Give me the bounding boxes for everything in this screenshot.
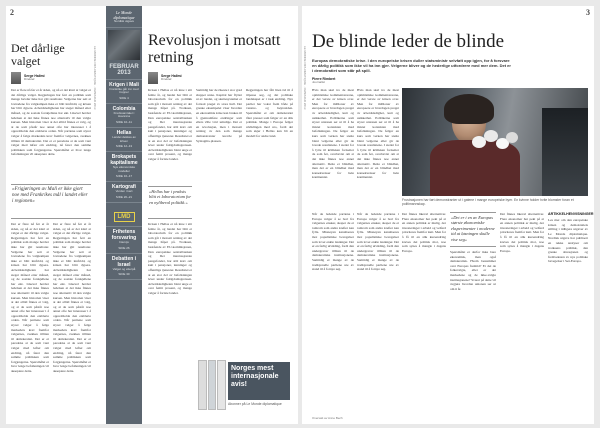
ad-paper-3	[217, 360, 226, 410]
right-page	[302, 6, 594, 424]
article-author-role: Direktør	[161, 77, 172, 82]
right-standfirst: Europas demokratiske krise. I den europeiske krisen duller statsministr selvfølt opp igjen, for å forsvare en dårlig politikk som ikke vil ha inn gjer. Velgerne bliver og de hederlige utfordrere med mer dem. Det er i demokratiet som står på spill.	[312, 58, 511, 73]
photo-flowers	[472, 128, 528, 158]
sidebar-heading: ARTIKKELHENVISNINGER	[548, 212, 594, 216]
article-pullquote: «Hellas har i praksis blitt et laboratorium for en nyliberal politikk.»	[149, 189, 192, 205]
article-author-photo	[148, 72, 158, 84]
sidebar-item[interactable]	[106, 104, 142, 128]
lmd-badge: LMD	[114, 212, 135, 222]
article-pullquote-rule-bottom	[148, 218, 192, 219]
article-pullquote-rule-top	[148, 186, 192, 187]
sidebar-item-list	[106, 80, 142, 203]
right-lower-col4: Det finnes likevel alternativer. Flere økonomer har pekt på at en annen politikk er mulig, der investeringer i arbeid og velferd prioriteres fremfor kutt. Men for å få til en slik kursendring kreves det politisk mot, noe som synes å mangle i dagens Europa.	[500, 212, 544, 253]
pullquote-rule-bottom	[11, 218, 91, 219]
article-author: Serge Halimi	[161, 74, 182, 79]
sidebar-item-text: Intervju	[119, 239, 129, 244]
right-lower-col3: Spørsmålet er derfor ikke bare økonomisk, men også demokratisk. Hvem bestemmer over Europas fremtid? Er det de folkevalgte, eller er det markedene og de ikke-valgte institusjonene? Svaret på dette vil avgjøre hvordan unionen ser ut om ti år.	[450, 250, 496, 291]
sidebar-item-title: Frihetens forsvaring	[111, 228, 137, 241]
sidebar-item-text: Valget og etterpå	[112, 266, 136, 271]
right-pullquote: «Det er i en av Europas største økonomiske eksperimenter i moderne tid at løsningen skulle vise seg»	[451, 215, 495, 242]
right-author: Pierre Rimbert	[312, 77, 336, 81]
right-lower-col1b: Når de ledende partiene i Europa velger å se bort fra velgernes ønsker, skaper de et tomrom som andre krefter kan fylle. Misnøyen kanaliseres mot populistiske bevegelser som lover enkle løsninger. Det er en farlig utvikling, fordi den undergraver tilliten til de demokratiske institusjonene. Samtidig er mange av de tradisjonelle partiene ute av stand til å fornye seg.	[357, 212, 399, 272]
article-byline	[148, 72, 182, 84]
editorial-author: Serge Halimi	[24, 74, 45, 79]
sidebar-item-text: Frankrike går inn med tropper	[109, 86, 139, 95]
right-lower-col2: Det finnes likevel alternativer. Flere økonomer har pekt på at en annen politikk er mulig, der investeringer i arbeid og velferd prioriteres fremfor kutt. Men for å få til en slik kursendring kreves det politisk mot, noe som synes å mangle i dagens Europa.	[402, 212, 446, 253]
running-head-left: LE MONDE DIPLOMATIQUE · FEBRUAR 2013	[93, 46, 97, 110]
right-byline	[312, 77, 335, 85]
sidebar-item-pages: SIDE 26	[118, 245, 130, 250]
sidebar-item-pages: SIDE 30	[118, 272, 130, 277]
sidebar-item-title: Krigen i Mali	[109, 81, 139, 88]
right-author-role: Journalist	[312, 80, 325, 84]
pullquote-rule-top	[11, 184, 91, 185]
sidebar-item-title: Hellas	[116, 129, 132, 136]
right-headline: De blinde leder de blinde	[312, 31, 505, 52]
sidebar-item-text: Landet dekkes av krisen	[112, 134, 136, 143]
contents-sidebar	[106, 6, 142, 424]
sidebar-text: Les mer om den europeiske krisen og demokratiets stilling i tidligere utgaver av Le Monde diplomatique. Nordisk utgave har publisert en rekke analyser om troikaens politikk, den greske situasjonen og fremveksten av nye politiske bevegelser i Sør-Europa.	[548, 218, 588, 264]
page-number-right: 3	[586, 8, 590, 17]
sidebar-item-title: Brokapets kapitalisme	[110, 154, 138, 167]
editorial-body-col2: Det er flere nå før et år siden, og nå er det klart at valget er det dårlige valget. Regjeringen har ført en politikk som mange hevder ikke har gitt resultater. Velgerne har sett at lovnadene fra valgkampen ikke er blitt innfridd, og krisen har blitt dypere. Arbeidsledigheten har steget måned etter måned, og de sosiale forskjellene har økt. Likevel hevder ledelsen at det ikke finnes noe alternativ til den valgte kursen. Men historien viser at det alltid finnes et valg, og at de som påstår noe annet ofte har interesser i å opprettholde den etablerte orden. Når partiene som styrer velger å følge markedets krav fremfor velgernes, svekkes tilliten til demokratiet. Det er et paradoks at de som vant valget med løfter om endring, nå fører den samme politikken som forgjengerne. Spørsmålet er hvor lenge befolkningen vil akseptere dette.	[53, 222, 91, 373]
editorial-byline	[11, 72, 45, 84]
right-pullquote-rule-bottom	[450, 246, 496, 247]
editorial-author-photo	[11, 72, 21, 84]
editorial-headline: Det dårlige valget	[11, 41, 65, 68]
sidebar-item[interactable]	[106, 152, 142, 182]
masthead-logo: Le Monde diplomatique	[113, 10, 135, 20]
sidebar-badge-block	[106, 203, 142, 227]
sidebar-item[interactable]	[106, 80, 142, 104]
sidebar-item-pages: SIDE 4	[119, 95, 129, 100]
sidebar-item-pages: SIDE 10–11	[116, 119, 132, 124]
sidebar-item-title: Kartografi	[112, 184, 136, 191]
right-body-col2-top: Hvis man skal tro de mest optimistiske kommentatorene, er det verste av krisen over. Men for millioner av europeere er hverdagen preget av arbeidsledighet, kutt og usikkerhet. Politikerne som styrer unionen ser ut til å ha mistet kontakten med befolkningen. De følger en kurs som verken har støtte blant velgerne eller gir de lovede resultatene. I stedet for å lytte til kritikken fortsetter de som før, overbevist om at det ikke finnes noe annet alternativ. Dette er blindhet, men det er en blindhet med konsekvenser for hele kontinentet.	[357, 88, 399, 180]
subscription-ad[interactable]	[196, 354, 294, 416]
right-pullquote-rule-top	[450, 212, 496, 213]
page-number-left: 2	[10, 8, 14, 17]
sidebar-item-pages: SIDE 12–13	[115, 144, 133, 149]
ad-subtext: Abonner på Le Monde diplomatique	[228, 402, 282, 406]
main-photo	[402, 88, 588, 196]
ad-headline: Norges mest internasjonale avis!	[228, 362, 290, 400]
sidebar-item-pages: SIDE 16–17	[115, 174, 133, 179]
sidebar-cover-photo	[108, 30, 140, 60]
sidebar-month-label: FEBRUAR 2013	[109, 63, 139, 76]
article-body-col2: Samtidig har de rikeste i stor grad sluppet unna. Kapital har flyttet ut av landet, og skattesystemet er fortsatt preget av store hull. Det greske eksempelet viser hvordan en økonomisk krise kan brukes til å gjennomføre endringer som ellers ville vært umulige. Det er en revolusjon, men i motsatt retning av den som mange demonstranter krevde på Syntagma-plassen.	[196, 88, 242, 143]
sidebar-item-pages: SIDE 20–21	[115, 194, 133, 199]
right-lower-col1: Når de ledende partiene i Europa velger å se bort fra velgernes ønsker, skaper de et tomrom som andre krefter kan fylle. Misnøyen kanaliseres mot populistiske bevegelser som lover enkle løsninger. Det er en farlig utvikling, fordi den undergraver tilliten til de demokratiske institusjonene. Samtidig er mange av de tradisjonelle partiene ute av stand til å fornye seg.	[312, 212, 354, 272]
sidebar-item-text: Verden i kart	[115, 189, 133, 194]
editorial-body-top: Det er flere nå før et år siden, og nå er det klart at valget er det dårlige valget. Regjeringen har ført en politikk som mange hevder ikke har gitt resultater. Velgerne har sett at lovnadene fra valgkampen ikke er blitt innfridd, og krisen har blitt dypere. Arbeidsledigheten har steget måned etter måned, og de sosiale forskjellene har økt. Likevel hevder ledelsen at det ikke finnes noe alternativ til den valgte kursen. Men historien viser at det alltid finnes et valg, og at de som påstår noe annet ofte har interesser i å opprettholde den etablerte orden. Når partiene som styrer velger å følge markedets krav fremfor velgernes, svekkes tilliten til demokratiet. Det er et paradoks at de som vant valget med løfter om endring, nå fører den samme politikken som forgjengerne. Spørsmålet er hvor lenge befolkningen vil akseptere dette.	[11, 88, 91, 157]
sidebar-item[interactable]	[106, 254, 142, 281]
sidebar-masthead	[106, 6, 142, 28]
sidebar-item[interactable]	[106, 227, 142, 254]
photo-police	[542, 108, 588, 196]
article-headline: Revolusjon i motsatt retning	[148, 32, 281, 66]
sidebar-item-text: Nye økonomiske modeller	[112, 165, 136, 173]
article-body-col1-bottom: Krisen i Hellas er nå inne i sitt femte år, og landet har blitt et laboratorium for en politikk som går i motsatt retning av det mange håpet på. Troikaen, bestående av EU-kommisjonen, Den europeiske sentralbanken og Det internasjonale pengefondet, har stilt krav om kutt i pensjoner, lønninger og offentlige tjenester. Resultatet er at en stor del av befolkningen lever under fattigdomsgrensen. Arbeidsledigheten blant unge er over femti prosent, og mange velger å forlate landet.	[148, 222, 192, 295]
sidebar-item-title: Debatten i Israel	[111, 255, 137, 268]
editorial-pullquote: «Frigjøringen av Mali er ikke gjort noe med Frankrikes mål i landet eller i regionen»	[12, 187, 88, 204]
ad-paper-1	[198, 360, 207, 410]
sidebar-item-text: Fredssamtaler i Havanna	[113, 110, 135, 119]
article-body-col1-top: Krisen i Hellas er nå inne i sitt femte år, og landet har blitt et laboratorium for en politikk som går i motsatt retning av det mange håpet på. Troikaen, bestående av EU-kommisjonen, Den europeiske sentralbanken og Det internasjonale pengefondet, har stilt krav om kutt i pensjoner, lønninger og offentlige tjenester. Resultatet er at en stor del av befolkningen lever under fattigdomsgrensen. Arbeidsledigheten blant unge er over femti prosent, og mange velger å forlate landet.	[148, 88, 192, 161]
ad-newspapers	[198, 360, 226, 410]
masthead-edition: Nordisk utgave	[113, 19, 134, 23]
photo-woman-hair	[444, 94, 494, 124]
left-page	[6, 6, 298, 424]
photo-caption: Frustrasjonen har ført demonstranter ut i gatene i mange europeiske byer. En kvinne holder hvite blomster foran et politimannskap.	[402, 198, 574, 206]
editorial-author-role: Direktør	[24, 77, 35, 82]
sidebar-item[interactable]	[106, 182, 142, 203]
editorial-body-col1: Det er flere nå før et år siden, og nå er det klart at valget er det dårlige valget. Regjeringen har ført en politikk som mange hevder ikke har gitt resultater. Velgerne har sett at lovnadene fra valgkampen ikke er blitt innfridd, og krisen har blitt dypere. Arbeidsledigheten har steget måned etter måned, og de sosiale forskjellene har økt. Likevel hevder ledelsen at det ikke finnes noe alternativ til den valgte kursen. Men historien viser at det alltid finnes et valg, og at de som påstår noe annet ofte har interesser i å opprettholde den etablerte orden. Når partiene som styrer velger å følge markedets krav fremfor velgernes, svekkes tilliten til demokratiet. Det er et paradoks at de som vant valget med løfter om endring, nå fører den samme politikken som forgjengerne. Spørsmålet er hvor lenge befolkningen vil akseptere dette.	[11, 222, 49, 373]
sidebar-item[interactable]	[106, 128, 142, 152]
sidebar-month	[106, 62, 142, 80]
ad-paper-2	[208, 360, 217, 410]
sidebar-bottom-list	[106, 227, 142, 280]
sidebar-item-title: Colombia	[112, 105, 136, 112]
right-body-col1-top: Hvis man skal tro de mest optimistiske kommentatorene, er det verste av krisen over. Men for millioner av europeere er hverdagen preget av arbeidsledighet, kutt og usikkerhet. Politikerne som styrer unionen ser ut til å ha mistet kontakten med befolkningen. De følger en kurs som verken har støtte blant velgerne eller gir de lovede resultatene. I stedet for å lytte til kritikken fortsetter de som før, overbevist om at det ikke finnes noe annet alternativ. Dette er blindhet, men det er en blindhet med konsekvenser for hele kontinentet.	[312, 88, 354, 180]
article-body-col3: Regjeringen har fått liten tid til å tilpasse seg, og det politiske landskapet er i rask endring. Nye partier har vokst frem både på venstre- og høyresiden. Spørsmålet er om demokratiet tåler presset som følger av en slik politikk. Mange i Europa følger utviklingen med uro, fordi det som skjer i Hellas kan bli en modell for andre land.	[246, 88, 293, 138]
running-head-right: LE MONDE DIPLOMATIQUE · FEBRUAR 2013	[303, 46, 307, 110]
flower-4	[506, 132, 518, 143]
right-footer: Oversatt av Anne Bech	[312, 416, 343, 420]
